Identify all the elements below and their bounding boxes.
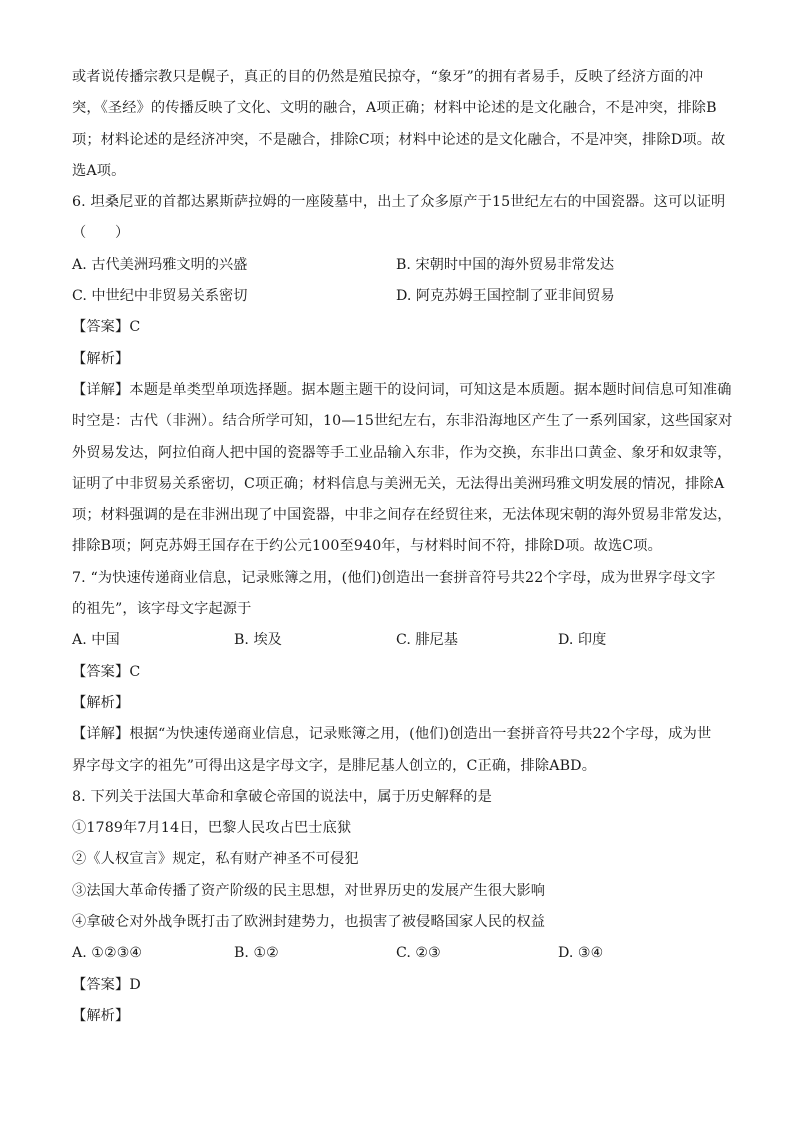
detail-line: 时空是：古代（非洲）。结合所学可知，10—15世纪左右，东非沿海地区产生了一系列国家，这些国家对 (72, 413, 733, 430)
option-b: B. 埃及 (234, 632, 282, 649)
q5-analysis-tail (72, 62, 726, 187)
detail-line: 【详解】本题是单类型单项选择题。据本题主题干的设问词，可知这是本质题。据本题时间信息可知准确 (72, 381, 732, 398)
detail-line: 证明了中非贸易关系密切，C项正确；材料信息与美洲无关，无法得出美洲玛雅文明发展的情况，排除A (72, 475, 725, 492)
detail-line: 界字母文字的祖先”可得出这是字母文字，是腓尼基人创立的，C正确，排除ABD。 (72, 757, 597, 774)
options-row (72, 281, 722, 312)
question-stem: 的祖先”，该字母文字起源于 (72, 601, 252, 618)
answer: 【答案】D (72, 976, 141, 993)
statement: ③法国大革命传播了资产阶级的民主思想，对世界历史的发展产生很大影响 (72, 882, 546, 899)
option-d: D. 阿克苏姆王国控制了亚非间贸易 (396, 288, 615, 305)
answer: 【答案】C (72, 663, 141, 680)
question-7 (72, 563, 722, 782)
question-stem: 7. “为快速传递商业信息，记录账簿之用，(他们)创造出一套拼音符号共22个字母，成为世界字母文字 (72, 569, 716, 586)
option-d: D. 印度 (558, 632, 607, 649)
text-line: 选A项。 (72, 162, 126, 179)
option-c: C. 中世纪中非贸易关系密切 (72, 288, 248, 305)
option-b: B. ①② (234, 945, 279, 962)
option-d: D. ③④ (558, 945, 604, 962)
options-row (72, 625, 722, 656)
question-stem: （ ） (72, 225, 130, 242)
question-6 (72, 187, 733, 563)
detail-line: 排除B项；阿克苏姆王国存在于约公元100至940年，与材料时间不符，排除D项。故选C项。 (72, 538, 662, 555)
statement: ①1789年7月14日，巴黎人民攻占巴士底狱 (72, 820, 352, 837)
options-row (72, 250, 722, 281)
option-a: A. ①②③④ (72, 945, 143, 962)
option-c: C. ②③ (396, 945, 441, 962)
text-line: 或者说传播宗教只是幌子，真正的目的仍然是殖民掠夺，“象牙”的拥有者易手，反映了经济方面的冲 (72, 69, 704, 85)
question-stem: 8. 下列关于法国大革命和拿破仑帝国的说法中，属于历史解释的是 (72, 788, 492, 805)
option-a: A. 中国 (72, 632, 120, 649)
option-c: C. 腓尼基 (396, 632, 458, 649)
statement: ④拿破仑对外战争既打击了欧洲封建势力，也损害了被侵略国家人民的权益 (72, 914, 546, 931)
text-line: 突，《圣经》的传播反映了文化、文明的融合，A项正确；材料中论述的是文化融合，不是冲突，排除B (72, 100, 717, 117)
option-a: A. 古代美洲玛雅文明的兴盛 (72, 256, 248, 273)
answer: 【答案】C (72, 319, 141, 336)
question-8 (72, 782, 722, 1032)
text-line: 项；材料论述的是经济冲突，不是融合，排除C项；材料中论述的是文化融合，不是冲突，排除D项。故 (72, 131, 726, 148)
detail-line: 【详解】根据“为快速传递商业信息，记录账簿之用，(他们)创造出一套拼音符号共22个字母，成为世 (72, 726, 712, 743)
analysis-label: 【解析】 (72, 694, 130, 711)
analysis-label: 【解析】 (72, 1007, 130, 1024)
detail-line: 外贸易发达，阿拉伯商人把中国的瓷器等手工业品输入东非，作为交换，东非出口黄金、象牙和奴隶等， (72, 444, 732, 461)
option-b: B. 宋朝时中国的海外贸易非常发达 (396, 256, 615, 273)
options-row (72, 938, 722, 969)
document-page (72, 62, 733, 1032)
analysis-label: 【解析】 (72, 350, 130, 367)
detail-line: 项；材料强调的是在非洲出现了中国瓷器，中非之间存在经贸往来，无法体现宋朝的海外贸易非常发达， (72, 507, 732, 524)
question-stem: 6. 坦桑尼亚的首都达累斯萨拉姆的一座陵墓中，出土了众多原产于15世纪左右的中国瓷器。这可以证明 (72, 194, 726, 211)
statement: ②《人权宣言》规定，私有财产神圣不可侵犯 (72, 851, 359, 868)
